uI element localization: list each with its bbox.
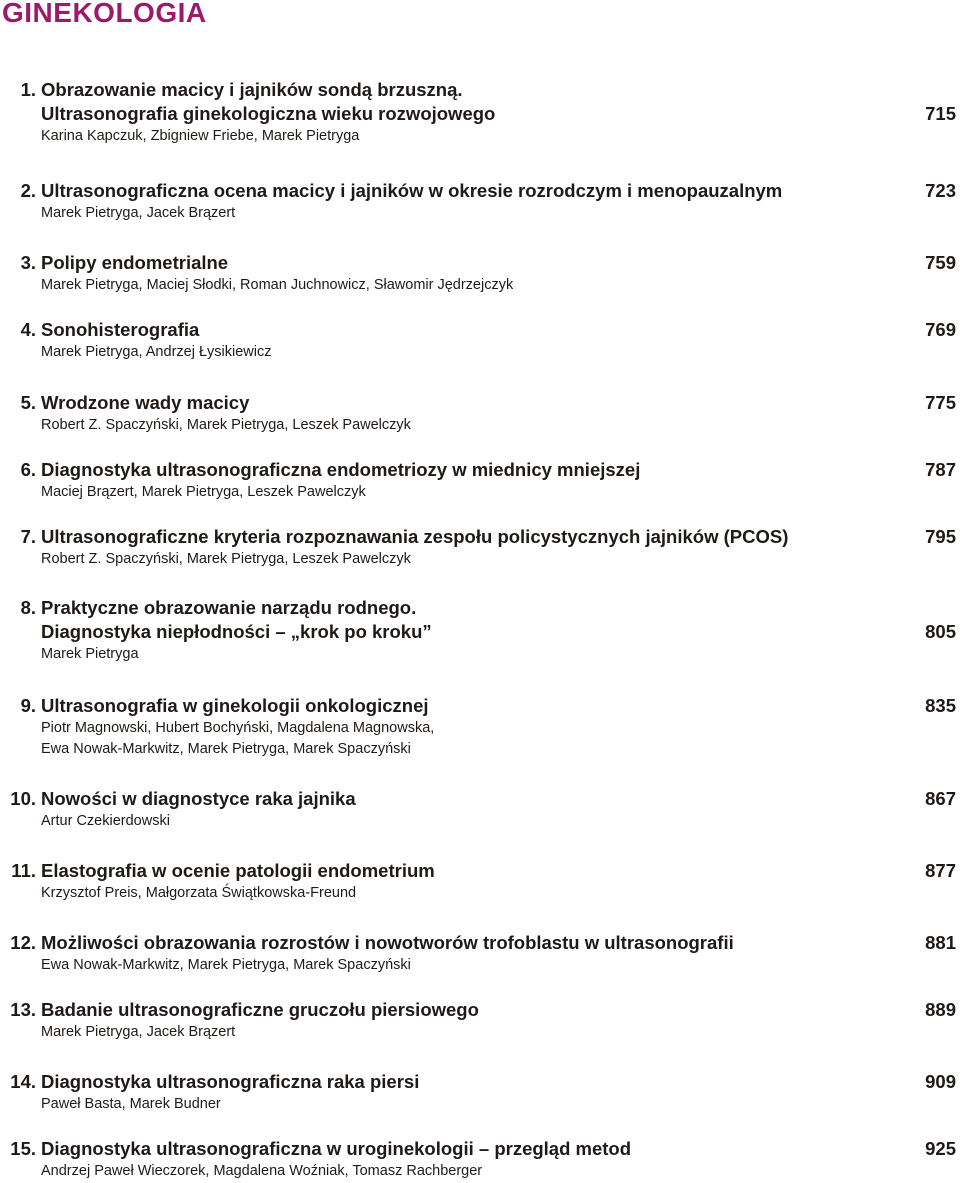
entry-number: 5. [20,392,36,413]
entry-text [41,179,901,224]
entry-authors: Ewa Nowak-Markwitz, Marek Pietryga, Marek Spaczyński [41,741,411,757]
entry-number: 1. [20,79,36,100]
entry-page-number: 769 [925,319,956,340]
entry-text [41,694,901,760]
entry-authors: Ewa Nowak-Markwitz, Marek Pietryga, Marek Spaczyński [41,957,411,973]
entry-number: 7. [20,526,36,547]
entry-title: Obrazowanie macicy i jajników sondą brzuszną. [41,79,463,100]
entry-number: 4. [20,319,36,340]
entry-title: Praktyczne obrazowanie narządu rodnego. [41,597,417,618]
entry-authors: Robert Z. Spaczyński, Marek Pietryga, Leszek Pawelczyk [41,417,411,433]
entry-authors: Marek Pietryga, Jacek Brązert [41,1024,236,1040]
entry-number: 13. [10,999,36,1020]
entry-title: Wrodzone wady macicy [41,392,250,413]
entry-title: Badanie ultrasonograficzne gruczołu piersiowego [41,999,479,1020]
entry-number: 15. [10,1138,36,1159]
entry-page-number: 723 [925,180,956,201]
entry-title: Diagnostyka ultrasonograficzna raka piersi [41,1071,420,1092]
entry-page-number: 925 [925,1138,956,1159]
entry-text [41,525,901,570]
entry-title: Elastografia w ocenie patologii endometrium [41,860,435,881]
entry-page-number: 787 [925,459,956,480]
entry-text [41,1070,901,1115]
entry-title: Diagnostyka niepłodności – „krok po kroku” [41,621,432,642]
entry-text [41,391,901,436]
entry-number: 10. [10,788,36,809]
entry-authors: Paweł Basta, Marek Budner [41,1096,221,1112]
entry-number: 6. [20,459,36,480]
entry-text [41,78,901,147]
entry-title: Diagnostyka ultrasonograficzna w uroginekologii – przegląd metod [41,1138,632,1159]
entry-number: 9. [20,695,36,716]
entry-text [41,931,901,976]
entry-authors: Marek Pietryga, Maciej Słodki, Roman Juchnowicz, Sławomir Jędrzejczyk [41,277,514,293]
entry-text [41,1137,901,1182]
entry-title: Nowości w diagnostyce raka jajnika [41,788,356,809]
entry-title: Możliwości obrazowania rozrostów i nowotworów trofoblastu w ultrasonografii [41,932,734,953]
entry-text [41,859,901,904]
entry-number: 14. [10,1071,36,1092]
entry-number: 3. [20,252,36,273]
entry-number: 8. [20,597,36,618]
entry-title: Ultrasonograficzna ocena macicy i jajników w okresie rozrodczym i menopauzalnym [41,180,783,201]
entry-text [41,458,901,503]
entry-authors: Marek Pietryga [41,646,139,662]
entry-title: Sonohisterografia [41,319,200,340]
entry-page-number: 867 [925,788,956,809]
entry-text [41,251,901,296]
entry-authors: Artur Czekierdowski [41,813,170,829]
entry-text [41,787,901,832]
entry-title: Polipy endometrialne [41,252,229,273]
entry-text [41,596,901,665]
entry-page-number: 881 [925,932,956,953]
entry-title: Ultrasonograficzne kryteria rozpoznawania zespołu policystycznych jajników (PCOS) [41,526,789,547]
entry-page-number: 889 [925,999,956,1020]
entry-text [41,998,901,1043]
entry-number: 11. [11,860,36,881]
entry-page-number: 759 [925,252,956,273]
entry-page-number: 795 [925,526,956,547]
entry-page-number: 909 [925,1071,956,1092]
entry-authors: Krzysztof Preis, Małgorzata Świątkowska-Freund [41,885,357,901]
entry-page-number: 715 [925,103,956,124]
entry-number: 2. [20,180,36,201]
entry-page-number: 775 [925,392,956,413]
entry-authors: Marek Pietryga, Andrzej Łysikiewicz [41,344,272,360]
page-title: GINEKOLOGIA [2,0,207,28]
entry-authors: Karina Kapczuk, Zbigniew Friebe, Marek Pietryga [41,128,360,144]
entry-title: Ultrasonografia w ginekologii onkologicznej [41,695,429,716]
entry-page-number: 835 [925,695,956,716]
entry-authors: Andrzej Paweł Wieczorek, Magdalena Woźniak, Tomasz Rachberger [41,1163,483,1179]
entry-authors: Marek Pietryga, Jacek Brązert [41,205,236,221]
entry-title: Ultrasonografia ginekologiczna wieku rozwojowego [41,103,496,124]
entry-number: 12. [10,932,36,953]
entry-authors: Robert Z. Spaczyński, Marek Pietryga, Leszek Pawelczyk [41,551,411,567]
entry-text [41,318,901,363]
entry-title: Diagnostyka ultrasonograficzna endometriozy w miednicy mniejszej [41,459,641,480]
entry-page-number: 805 [925,621,956,642]
entry-authors: Piotr Magnowski, Hubert Bochyński, Magdalena Magnowska, [41,720,435,736]
entry-page-number: 877 [925,860,956,881]
entry-authors: Maciej Brązert, Marek Pietryga, Leszek Pawelczyk [41,484,366,500]
